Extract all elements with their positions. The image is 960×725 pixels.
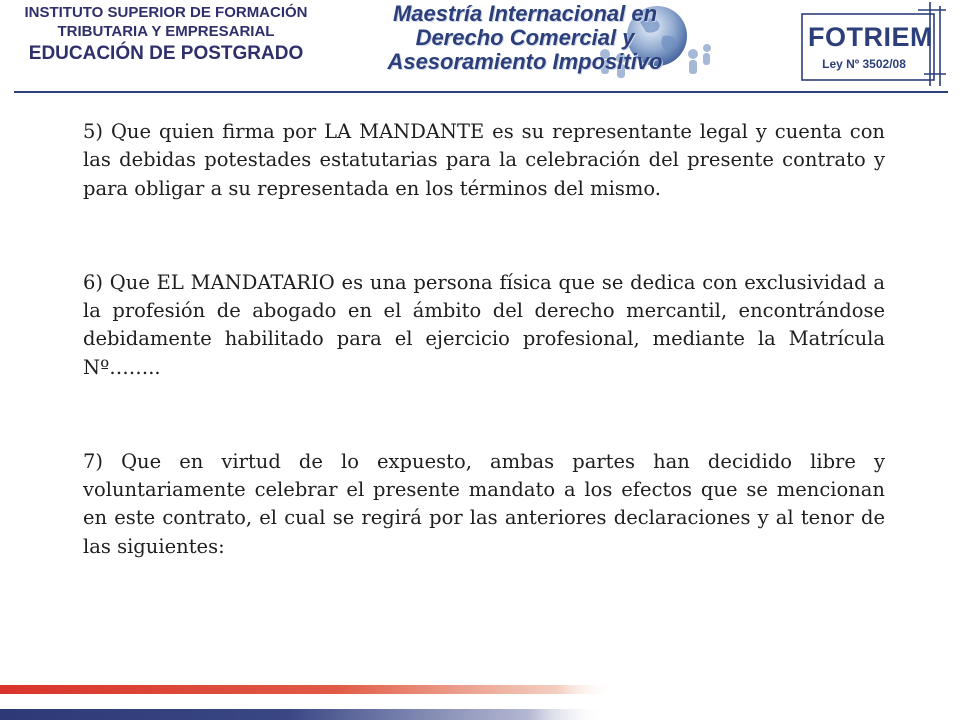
fotriem-logo	[798, 2, 948, 88]
slide-header	[0, 0, 960, 95]
footer-red-stripe	[0, 685, 960, 694]
org-name: FOTRIEM	[808, 22, 933, 52]
footer-stripes	[0, 683, 960, 720]
header-divider	[14, 91, 948, 93]
program-line-2: Derecho Comercial y	[415, 24, 635, 50]
org-law: Ley Nº 3502/08	[822, 57, 906, 71]
paragraph-6: 6) Que EL MANDATARIO es una persona física que se dedica con exclusividad a la profesión de abogado en el ámbito del derecho mercantil, encontrándose debidamente habilitado para el ejercicio profesional, mediante la Matrícula Nº……..	[83, 270, 885, 379]
program-line-3: Asesoramiento Impositivo	[387, 48, 663, 74]
paragraph-7: 7) Que en virtud de lo expuesto, ambas partes han decidido libre y voluntariamente celebrar el presente mandato a los efectos que se mencionan en este contrato, el cual se regirá por las anteriores declaraciones y al tenor de las siguientes:	[83, 449, 885, 558]
program-line-1: Maestría Internacional en	[392, 1, 658, 26]
program-title	[360, 2, 690, 73]
institute-line-1: INSTITUTO SUPERIOR DE FORMACIÓN	[24, 4, 308, 21]
document-body	[83, 118, 885, 627]
footer-blue-stripe	[0, 709, 960, 720]
institute-logo	[16, 4, 316, 65]
paragraph-5: 5) Que quien firma por LA MANDANTE es su representante legal y cuenta con las debidas potestades estatutarias para la celebración del presente contrato y para obligar a su representada en los términos del mismo.	[83, 120, 885, 200]
institute-line-3: EDUCACIÓN DE POSTGRADO	[28, 42, 304, 64]
institute-line-2: TRIBUTARIA Y EMPRESARIAL	[57, 22, 275, 40]
